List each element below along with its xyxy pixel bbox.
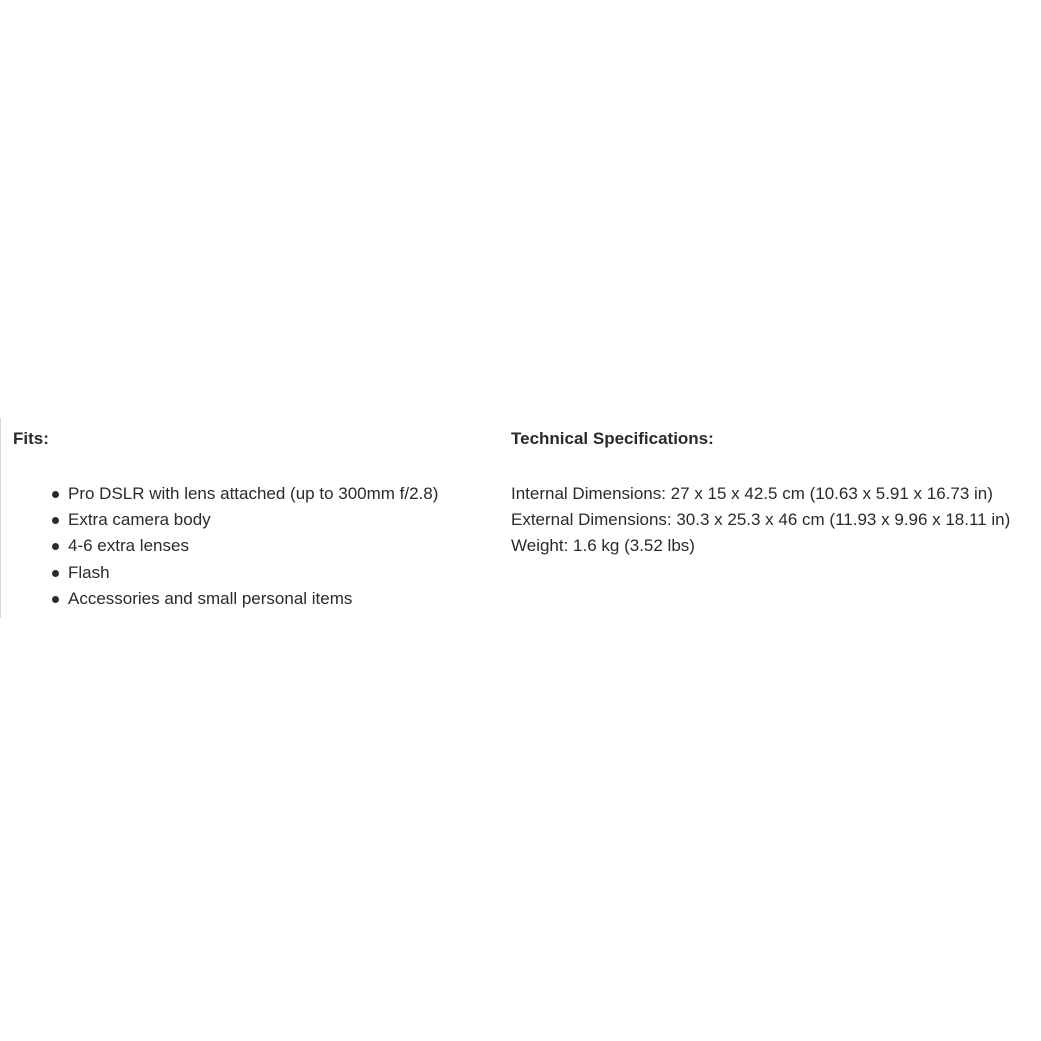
specs-heading: Technical Specifications: — [511, 429, 714, 448]
bullet-icon — [52, 596, 59, 603]
list-item — [13, 533, 493, 559]
list-item — [13, 481, 493, 507]
fits-item-label: Accessories and small personal items — [68, 588, 353, 608]
bullet-icon — [52, 491, 59, 498]
fits-list — [13, 481, 493, 612]
specs-section — [511, 428, 1036, 560]
fits-item-label: Pro DSLR with lens attached (up to 300mm f/2.8) — [68, 484, 439, 503]
spec-weight: Weight: 1.6 kg (3.52 lbs) — [511, 536, 695, 556]
spec-internal-dimensions: Internal Dimensions: 27 x 15 x 42.5 cm (10.63 x 5.91 x 16.73 in) — [511, 484, 993, 503]
bullet-icon — [52, 517, 59, 524]
specs-list — [511, 481, 1036, 560]
list-item — [13, 586, 493, 612]
fits-item-label: Flash — [68, 562, 110, 582]
list-item — [13, 560, 493, 586]
fits-item-label: Extra camera body — [68, 510, 211, 530]
fits-item-label: 4-6 extra lenses — [68, 536, 189, 556]
left-divider — [0, 418, 1, 618]
bullet-icon — [52, 543, 59, 550]
spec-external-dimensions: External Dimensions: 30.3 x 25.3 x 46 cm (11.93 x 9.96 x 18.11 in) — [511, 510, 1011, 530]
fits-section — [13, 428, 493, 612]
bullet-icon — [52, 570, 59, 577]
fits-heading: Fits: — [13, 429, 49, 448]
list-item — [13, 507, 493, 533]
